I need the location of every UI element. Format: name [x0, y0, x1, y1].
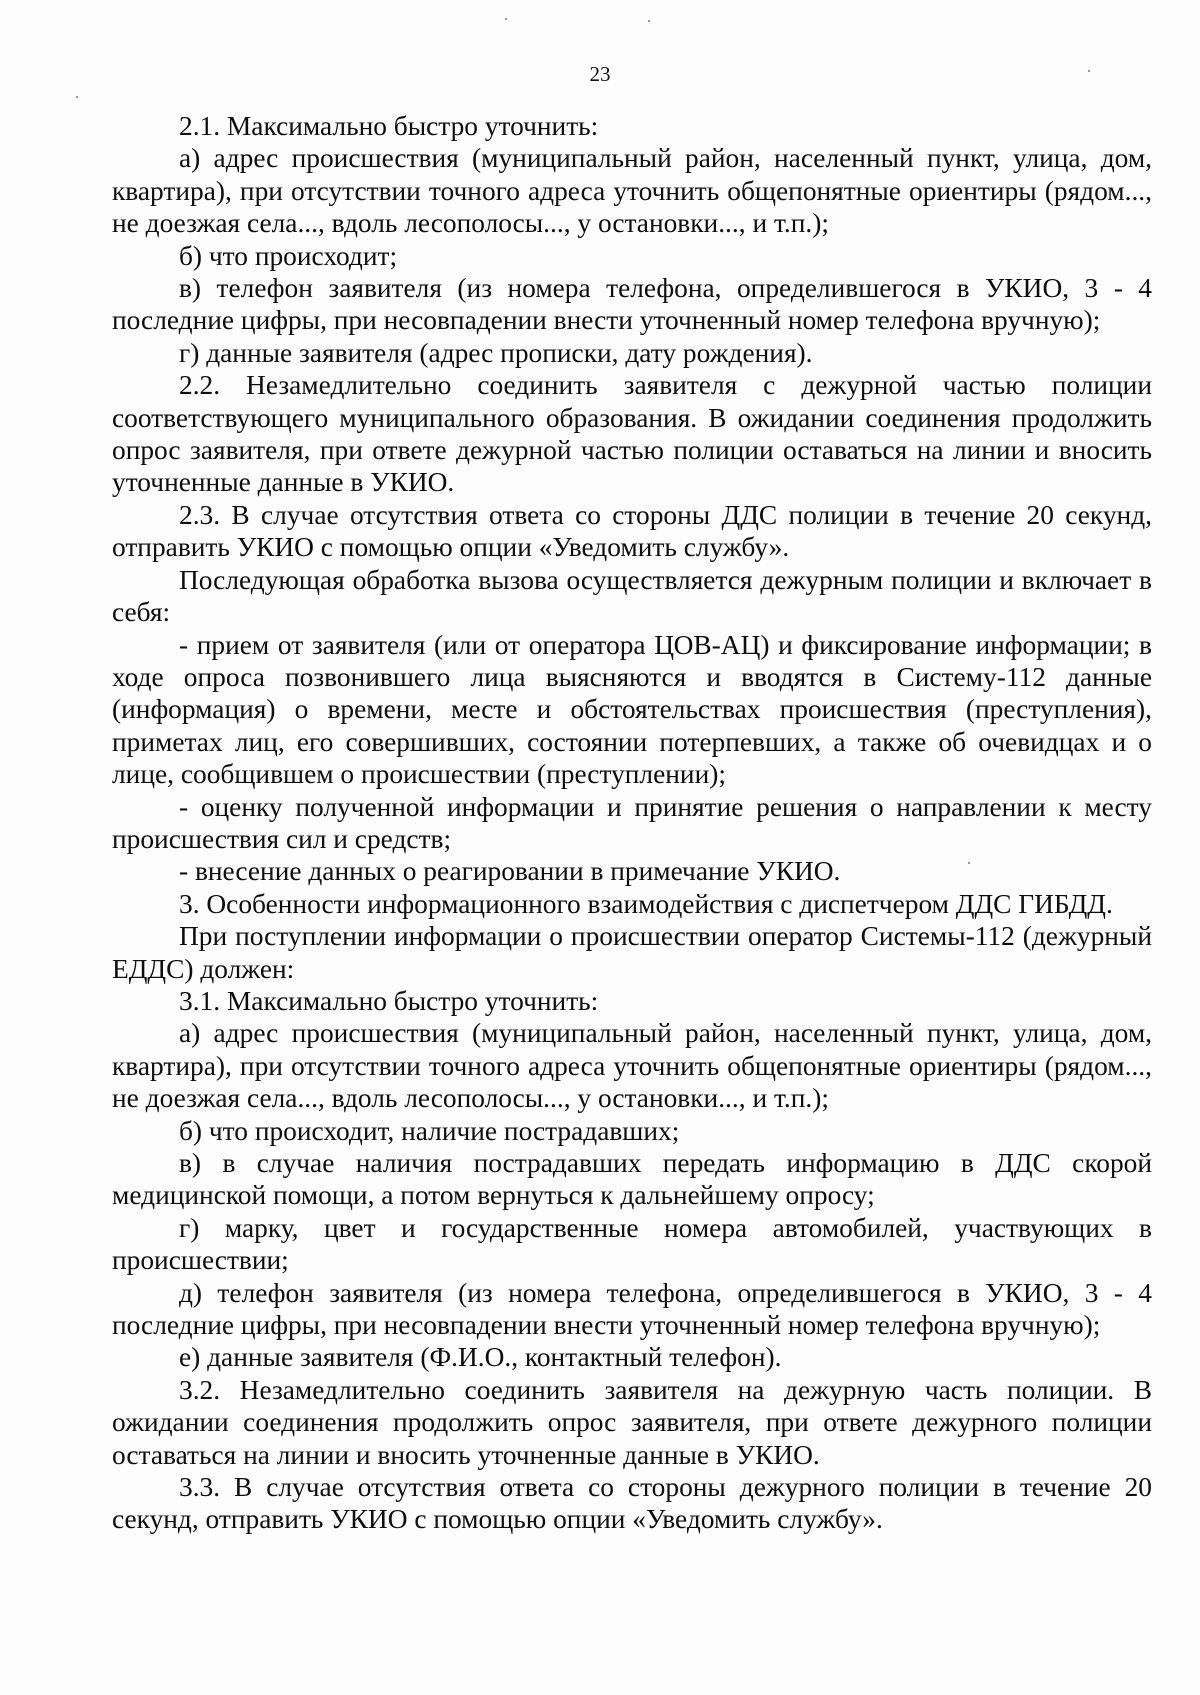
scan-speck: [648, 20, 650, 22]
paragraph: 3.3. В случае отсутствия ответа со стороны дежурного полиции в течение 20 секунд, отправить УКИО с помощью опции «Уведомить службу».: [112, 1472, 1152, 1535]
paragraph: При поступлении информации о происшествии оператор Системы-112 (дежурный ЕДДС) должен:: [112, 921, 1152, 984]
paragraph: г) данные заявителя (адрес прописки, дату рождения).: [179, 337, 813, 368]
paragraph: 2.3. В случае отсутствия ответа со стороны ДДС полиции в течение 20 секунд, отправить УКИО с помощью опции «Уведомить службу».: [112, 499, 1152, 563]
paragraph: д) телефон заявителя (из номера телефона, определившегося в УКИО, 3 - 4 последние цифры, при несовпадении внести уточненный номер телефона вручную);: [112, 1277, 1152, 1341]
paragraph: а) адрес происшествия (муниципальный район, населенный пункт, улица, дом, квартира), при отсутствии точного адреса уточнить общепонятные ориентиры (рядом..., не доезжая села..., вдоль лесополосы..., у остановки..., и т.п.);: [112, 1018, 1152, 1114]
page-number: 23: [589, 62, 611, 86]
paragraph: а) адрес происшествия (муниципальный район, населенный пункт, улица, дом, квартира), при отсутствии точного адреса уточнить общепонятные ориентиры (рядом..., не доезжая села..., вдоль лесополосы..., у остановки..., и т.п.);: [112, 143, 1152, 239]
paragraph: б) что происходит, наличие пострадавших;: [179, 1115, 680, 1146]
paragraph: 3.1. Максимально быстро уточнить:: [179, 985, 599, 1016]
paragraph: в) в случае наличия пострадавших передать информацию в ДДС скорой медицинской помощи, а потом вернуться к дальнейшему опросу;: [112, 1148, 1152, 1211]
paragraph: г) марку, цвет и государственные номера автомобилей, участвующих в происшествии;: [112, 1212, 1152, 1276]
paragraph: 3.2. Незамедлительно соединить заявителя на дежурную часть полиции. В ожидании соединения продолжить опрос заявителя, при ответе дежурного полиции оставаться на линии и вносить уточненные данные в УКИО.: [112, 1374, 1152, 1470]
scan-speck: [505, 18, 507, 20]
scan-speck: [76, 96, 78, 98]
paragraph: 2.2. Незамедлительно соединить заявителя с дежурной частью полиции соответствующего муниципального образования. В ожидании соединения продолжить опрос заявителя, при ответе дежурной частью полиции оставаться на линии и вносить уточненные данные в УКИО.: [112, 370, 1152, 498]
paragraph: Последующая обработка вызова осуществляется дежурным полиции и включает в себя:: [112, 564, 1152, 628]
paragraph: е) данные заявителя (Ф.И.О., контактный телефон).: [179, 1342, 782, 1373]
paragraph: 2.1. Максимально быстро уточнить:: [179, 111, 599, 141]
paragraph: 3. Особенности информационного взаимодействия с диспетчером ДДС ГИБДД.: [179, 888, 1113, 919]
paragraph: - прием от заявителя (или от оператора ЦОВ-АЦ) и фиксирование информации; в ходе опроса позвонившего лица выясняются и вводятся в Систему-112 данные (информация) о времени, месте и обстоятельствах происшествия (преступления), приметах лиц, его совершивших, состоянии потерпевших, а также об очевидцах и о лице, сообщившем о происшествии (преступлении);: [112, 629, 1152, 790]
paragraph: - внесение данных о реагировании в примечание УКИО.: [179, 856, 841, 887]
paragraph: в) телефон заявителя (из номера телефона, определившегося в УКИО, 3 - 4 последние цифры, при несовпадении внести уточненный номер телефона вручную);: [112, 273, 1152, 336]
paragraph: б) что происходит;: [179, 240, 398, 271]
document-body: [112, 110, 1152, 1536]
paragraph: - оценку полученной информации и принятие решения о направлении к месту происшествия сил и средств;: [112, 791, 1152, 854]
